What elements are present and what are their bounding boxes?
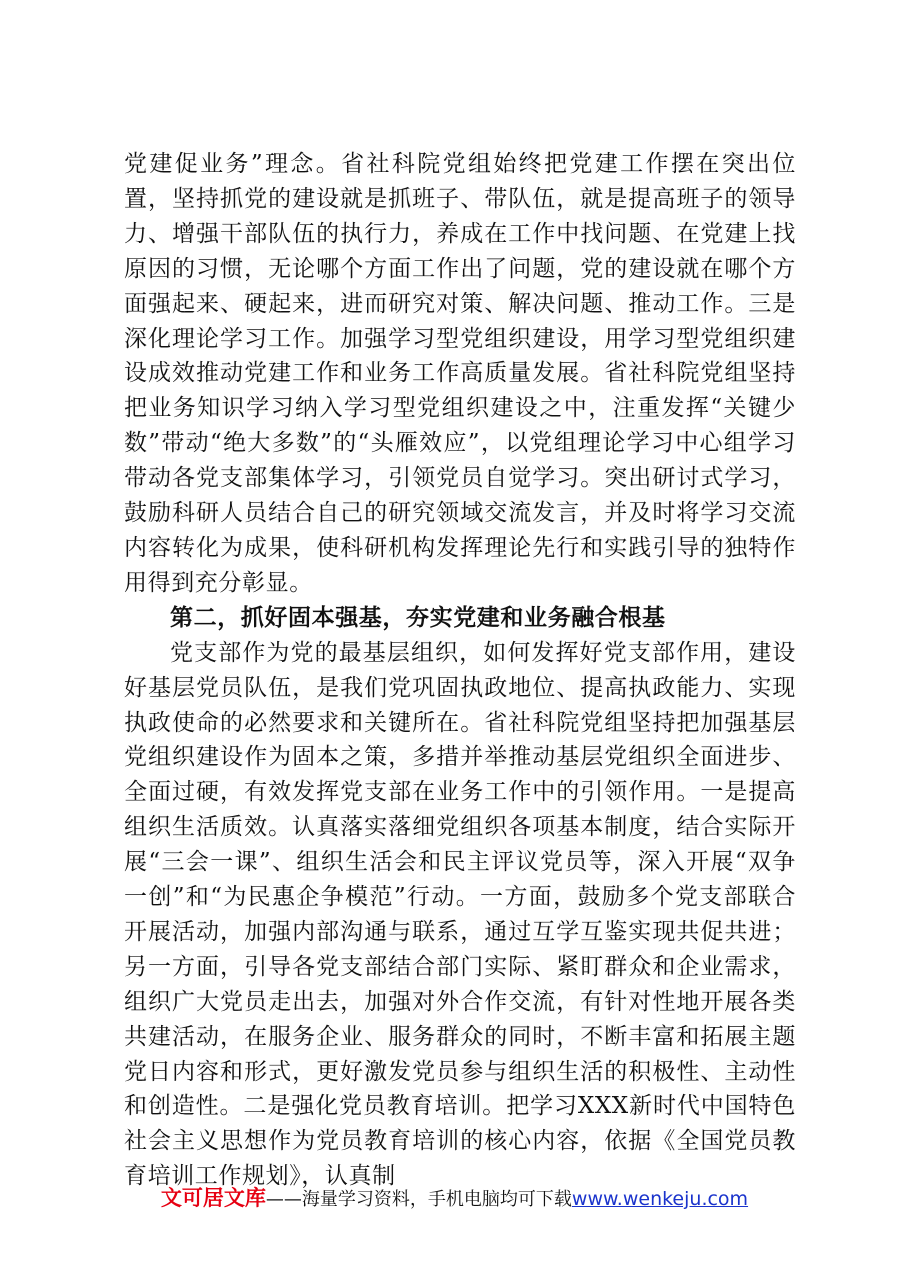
footer-url-link[interactable]: www.wenkeju.com (571, 1188, 749, 1210)
paragraph-2: 党支部作为党的最基层组织，如何发挥好党支部作用，建设好基层党员队伍，是我们党巩固执政地位、提高执政能力、实现执政使命的必然要求和关键所在。省社科院党组坚持把加强基层党组织建设作为固本之策，多措并举推动基层党组织全面进步、全面过硬，有效发挥党支部在业务工作中的引领作用。一是提高组织生活质效。认真落实落细党组织各项基本制度，结合实际开展“三会一课”、组织生活会和民主评议党员等，深入开展“双争一创”和“为民惠企争模范”行动。一方面，鼓励多个党支部联合开展活动，加强内部沟通与联系，通过互学互鉴实现共促共进；另一方面，引导各党支部结合部门实际、紧盯群众和企业需求，组织广大党员走出去，加强对外合作交流，有针对性地开展各类共建活动，在服务企业、服务群众的同时，不断丰富和拓展主题党日内容和形式，更好激发党员参与组织生活的积极性、主动性和创造性。二是强化党员教育培训。把学习XXX新时代中国特色社会主义思想作为党员教育培训的核心内容，依据《全国党员教育培训工作规划》，认真制 (124, 639, 796, 1190)
document-body (124, 147, 796, 1194)
paragraph-1: 党建促业务”理念。省社科院党组始终把党建工作摆在突出位置，坚持抓党的建设就是抓班子、带队伍，就是提高班子的领导力、增强干部队伍的执行力，养成在工作中找问题、在党建上找原因的习惯，无论哪个方面工作出了问题，党的建设就在哪个方面强起来、硬起来，进而研究对策、解决问题、推动工作。三是深化理论学习工作。加强学习型党组织建设，用学习型党组织建设成效推动党建工作和业务工作高质量发展。省社科院党组坚持把业务知识学习纳入学习型党组织建设之中，注重发挥“关键少数”带动“绝大多数”的“头雁效应”，以党组理论学习中心组学习带动各党支部集体学习，引领党员自觉学习。突出研讨式学习，鼓励科研人员结合自己的研究领域交流发言，并及时将学习交流内容转化为成果，使科研机构发挥理论先行和实践引导的独特作用得到充分彰显。 (124, 151, 796, 596)
footer-slogan: ——海量学习资料，手机电脑均可下载 (265, 1189, 572, 1210)
footer-banner (0, 1182, 909, 1212)
footer-brand: 文可居文库 (160, 1186, 266, 1210)
section-heading: 第二，抓好固本强基，夯实党建和业务融合根基 (170, 604, 666, 631)
